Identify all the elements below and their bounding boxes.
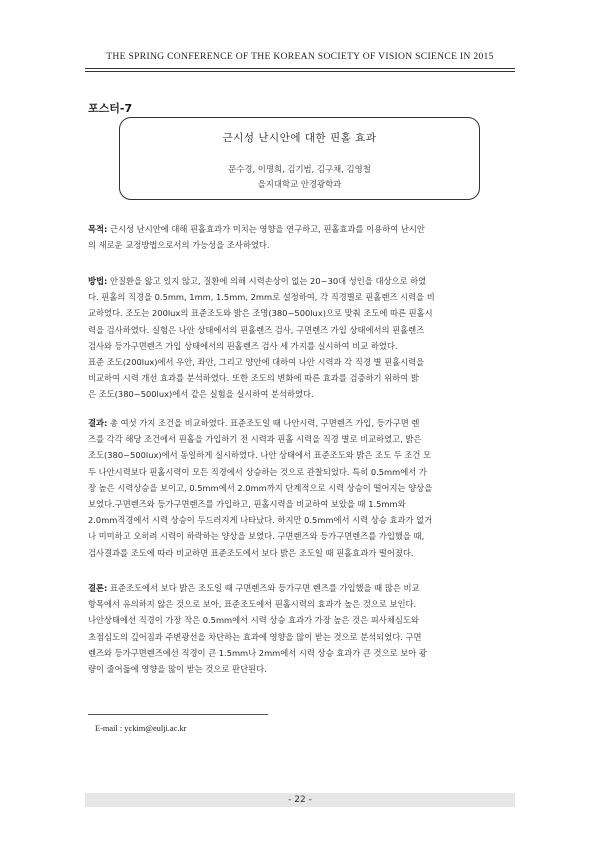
conclusion-text: 렌즈와 등가구면렌즈에선 직경이 큰 1.5mm나 2mm에서 시력 상승 효과가 큰 것으로 보아 광 — [88, 647, 427, 658]
purpose-label: 목적: — [88, 224, 108, 234]
methods-paragraph — [88, 273, 512, 403]
conclusion-line — [88, 629, 512, 645]
methods-line — [88, 289, 512, 305]
results-text: 두 나안시력보다 핀홀시력이 모든 직경에서 상승하는 것으로 관찰되었다. 특히 0.5mm에서 가 — [88, 466, 427, 477]
contact-email: E-mail : yckim@eulji.ac.kr — [95, 724, 187, 733]
results-line — [88, 480, 512, 496]
page-number: - 22 - — [288, 795, 312, 805]
results-text: 보였다.구면렌즈와 등가구면렌즈를 가입하고, 핀홀시력을 비교하여 보았을 때 1.5mm와 — [88, 499, 406, 510]
conclusion-line — [88, 661, 512, 677]
purpose-line — [88, 237, 512, 253]
methods-line — [88, 305, 512, 321]
methods-line — [88, 338, 512, 354]
methods-text: 안질환을 앓고 있지 않고, 질환에 의해 시력손상이 없는 20~30대 성인을 대상으로 하였 — [107, 276, 427, 286]
methods-line — [88, 370, 512, 386]
results-text: 검사결과를 조도에 따라 비교하면 표준조도에서 보다 밝은 조도일 때 핀홀효과가 떨어졌다. — [88, 547, 414, 558]
purpose-text: 근시성 난시안에 대해 핀홀효과가 미치는 영향을 연구하고, 핀홀효과를 이용하여 난시안 — [107, 224, 425, 234]
paper-title: 근시성 난시안에 대한 핀홀 효과 — [222, 132, 377, 144]
header-rule-bottom — [85, 71, 515, 72]
methods-label: 방법: — [88, 276, 108, 286]
conclusion-text: 표준조도에서 보다 밝은 조도일 때 구면렌즈와 등가구면 렌즈를 가입했을 때 많은 비교 — [107, 583, 420, 593]
conclusion-line — [88, 596, 512, 612]
methods-text: 력을 검사하였다. 실험은 나안 상태에서의 핀홀렌즈 검사, 구면렌즈 가입 상태에서의 핀홀렌즈 — [88, 324, 425, 335]
author-list: 문수경, 이명희, 김기범, 김구채, 김영철 — [228, 164, 371, 174]
results-line — [88, 545, 512, 561]
results-text: 나 미미하고 오히려 시력이 하락하는 양상을 보였다. 구면렌즈와 등가구면렌즈를 가입했을 때, — [88, 531, 425, 542]
results-line — [88, 512, 512, 528]
affiliation: 을지대학교 안경광학과 — [257, 179, 342, 189]
conclusion-text: 량이 줄어듦에 영향을 많이 받는 것으로 판단된다. — [88, 664, 267, 675]
page-number-bar — [85, 793, 515, 807]
results-line — [88, 464, 512, 480]
methods-line — [88, 354, 512, 370]
conclusion-line — [88, 645, 512, 661]
purpose-text: 의 새로운 교정방법으로서의 가능성을 조사하였다. — [88, 240, 270, 251]
methods-text: 표준 조도(200lux)에서 우안, 좌안, 그리고 양안에 대하여 나안 시력과 각 직경 별 핀홀시력을 — [88, 357, 425, 368]
methods-text: 다. 핀홀의 직경을 0.5mm, 1mm, 1.5mm, 2mm로 설정하여, 각 직경별로 핀홀렌즈 시력을 비 — [88, 292, 435, 303]
results-text: 즈를 각각 해당 조건에서 핀홀을 가입하기 전 시력과 핀홀 시력을 직경 별로 비교하였고, 밝은 — [88, 434, 422, 445]
footnote-rule — [88, 714, 268, 715]
methods-text: 검사와 등가구면렌즈 가입 상태에서의 핀홀렌즈 검사 세 가지를 실시하여 비교 하였다. — [88, 340, 398, 351]
methods-line — [88, 386, 512, 402]
results-line — [88, 447, 512, 463]
results-paragraph — [88, 415, 512, 561]
results-text: 총 여섯 가지 조건을 비교하였다. 표준조도일 때 나안시력, 구면렌즈 가입, 등가구면 렌 — [107, 418, 420, 428]
conclusion-line — [88, 580, 512, 596]
results-label: 결과: — [88, 418, 108, 428]
conclusion-text: 나안상태에선 직경이 가장 작은 0.5mm에서 시력 상승 효과가 가장 높은 것은 피사체심도와 — [88, 615, 419, 626]
methods-text: 교하였다. 조도는 200lux의 표준조도와 밝은 조명(380~500lux)으로 맞춰 조도에 따른 핀홀시 — [88, 308, 433, 319]
header-rule-top — [85, 68, 515, 69]
results-text: 조도(380~500lux)에서 동일하게 실시하였다. 나안 상태에서 표준조도와 밝은 조도 두 조건 모 — [88, 450, 432, 461]
methods-text: 은 조도(380~500lux)에서 같은 실험을 실시하여 분석하였다. — [88, 389, 314, 400]
results-line — [88, 431, 512, 447]
methods-text: 비교하여 시력 개선 효과를 분석하였다. 또한 조도의 변화에 따른 효과를 검증하기 위하여 밝 — [88, 373, 419, 384]
conclusion-label: 결론: — [88, 583, 108, 593]
section-label: 포스터-7 — [88, 102, 133, 115]
conclusion-text: 초점심도의 깊어짐과 주변광선을 차단하는 효과에 영향을 많이 받는 것으로 분석되었다. 구면 — [88, 631, 422, 642]
conclusion-line — [88, 612, 512, 628]
purpose-line — [88, 221, 512, 237]
conclusion-text: 항목에서 유의하지 않은 것으로 보아, 표준조도에서 핀홀시력의 효과가 높은 것으로 보인다. — [88, 599, 417, 610]
methods-line — [88, 322, 512, 338]
results-line — [88, 415, 512, 431]
results-line — [88, 528, 512, 544]
conference-header: THE SPRING CONFERENCE OF THE KOREAN SOCIETY OF VISION SCIENCE IN 2015 — [106, 51, 494, 62]
conclusion-paragraph — [88, 580, 512, 677]
results-text: 장 높은 시력상승을 보이고, 0.5mm에서 2.0mm까지 단계적으로 시력 상승이 떨어지는 양상을 — [88, 482, 433, 493]
results-text: 2.0mm직경에서 시력 상승이 두드러지게 나타났다. 하지만 0.5mm에서 시력 상승 효과가 없거 — [88, 515, 433, 526]
methods-line — [88, 273, 512, 289]
title-box — [119, 117, 480, 200]
results-line — [88, 496, 512, 512]
purpose-paragraph — [88, 221, 512, 253]
